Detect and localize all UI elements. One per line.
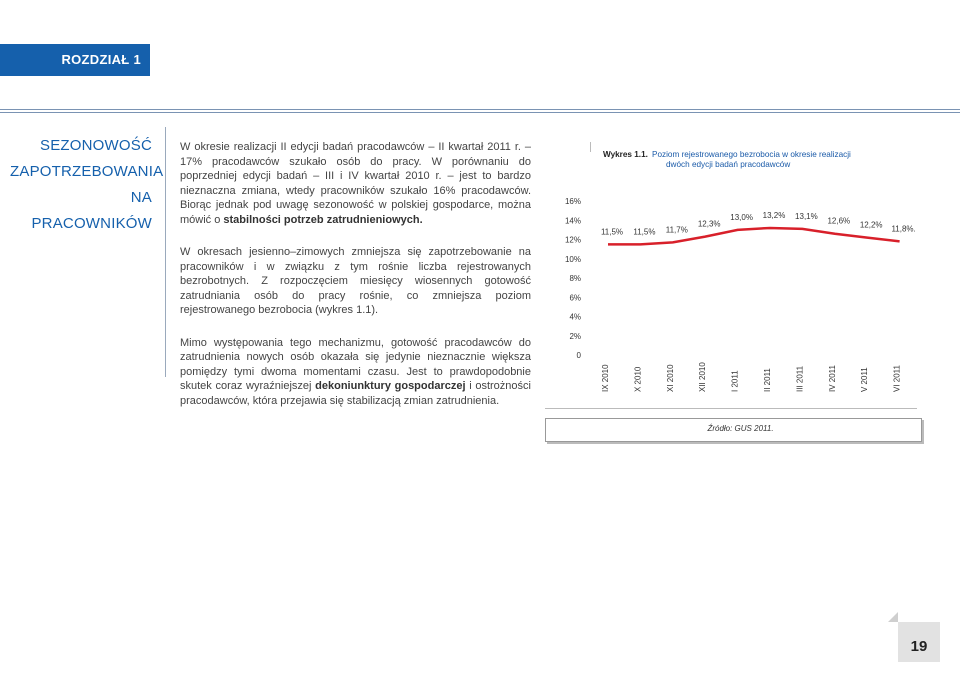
x-tick-label: XI 2010	[665, 364, 675, 392]
y-tick-label: 6%	[569, 293, 581, 303]
data-label: 12,6%	[827, 216, 851, 226]
header-rule-bottom	[0, 112, 960, 113]
source-box	[545, 418, 922, 442]
y-tick-label: 14%	[564, 216, 581, 226]
data-label: 12,2%	[859, 220, 883, 230]
bold-phrase: stabilności potrzeb zatrudnieniowych	[223, 213, 420, 226]
paragraph: W okresach jesienno–zimowych zmniejsza się zapotrzebowanie na pracowników i w związku z tym rośnie liczba rejestrowanych bezrobotnych. Z rozpoczęciem miesięcy wiosennych gotowość zatrudniania osób do pracy rośnie, co zmniejsza poziom rejestrowanego bezrobocia (wykres 1.1).	[180, 246, 531, 316]
data-labels	[601, 211, 916, 236]
y-tick-label: 8%	[569, 274, 581, 283]
x-tick-label: II 2011	[763, 368, 772, 392]
y-axis	[565, 197, 582, 360]
x-tick-label: I 2011	[730, 370, 740, 392]
data-label: 12,3%	[697, 219, 721, 229]
header-rule-top	[0, 109, 960, 110]
chart-subtitle: dwóch edycji badań pracodawców	[666, 160, 791, 169]
section-title-line: ZAPOTRZEBOWANIA	[10, 163, 164, 180]
y-tick-label: 2%	[569, 331, 581, 341]
line-chart	[546, 138, 920, 403]
source-note: Źródło: GUS 2011.	[707, 424, 774, 433]
section-title	[10, 133, 164, 237]
section-title-line: NA PRACOWNIKÓW	[31, 189, 152, 232]
page-number: 19	[898, 622, 940, 662]
x-tick-label: XII 2010	[698, 362, 708, 392]
bold-phrase: dekoniunktury gospodarczej	[315, 380, 466, 392]
x-tick-label: IV 2011	[827, 365, 837, 392]
y-tick-label: 0	[576, 351, 581, 360]
chart-title: Poziom rejestrowanego bezrobocia w okresie realizacji	[652, 150, 851, 159]
section-title-line: SEZONOWOŚĆ	[39, 137, 152, 154]
data-label: 11,5%	[633, 227, 656, 237]
chapter-tab: ROZDZIAŁ 1	[0, 44, 150, 76]
paragraph: W okresie realizacji II edycji badań pracodawców – II kwartał 2011 r. – 17% pracodawców szukało osób do pracy. W porównaniu do poprzedniej edycji badań – III i IV kwartał 2010 r. – jest to bardzo nieznaczna zmiana, wtedy pracowników szukało 16% pracodawców. Biorąc jednak pod uwagę sezonowość w polskiej gospodarce, można mówić o stabilności potrzeb zatrudnieniowych.	[180, 141, 531, 226]
y-tick-label: 16%	[564, 197, 581, 206]
x-tick-label: X 2010	[633, 366, 643, 392]
chart-frame-bottom	[545, 408, 917, 409]
data-label: 11,7%	[665, 225, 688, 235]
data-label: 11,5%	[600, 227, 624, 237]
data-label: 13,0%	[730, 212, 753, 222]
body-text	[180, 140, 531, 426]
x-tick-label: IX 2010	[601, 364, 610, 392]
x-tick-label: VI 2011	[892, 365, 902, 392]
y-tick-label: 12%	[564, 235, 581, 245]
data-label: 13,2%	[762, 210, 786, 220]
data-label: 11,8%.	[891, 224, 916, 234]
chart-title-label: Wykres 1.1.	[603, 150, 648, 159]
page-corner	[888, 612, 898, 622]
column-divider	[165, 127, 166, 377]
x-tick-label: III 2011	[795, 365, 805, 392]
x-tick-label: V 2011	[860, 367, 870, 392]
y-tick-label: 10%	[564, 254, 581, 264]
paragraph: Mimo występowania tego mechanizmu, gotowość pracodawców do zatrudnienia nowych osób okazała się jedynie nieznacznie większa pomiędzy tymi dwoma momentami czasu. Jest to prawdopodobnie skutek coraz wyraźniejszej dekoniunktury gospodarczej i ostrożności pracodawców, która przejawia się stabilizacją zmian zatrudnienia.	[180, 336, 531, 407]
x-axis	[601, 362, 902, 392]
y-tick-label: 4%	[569, 312, 581, 322]
data-label: 13,1%	[795, 211, 818, 221]
